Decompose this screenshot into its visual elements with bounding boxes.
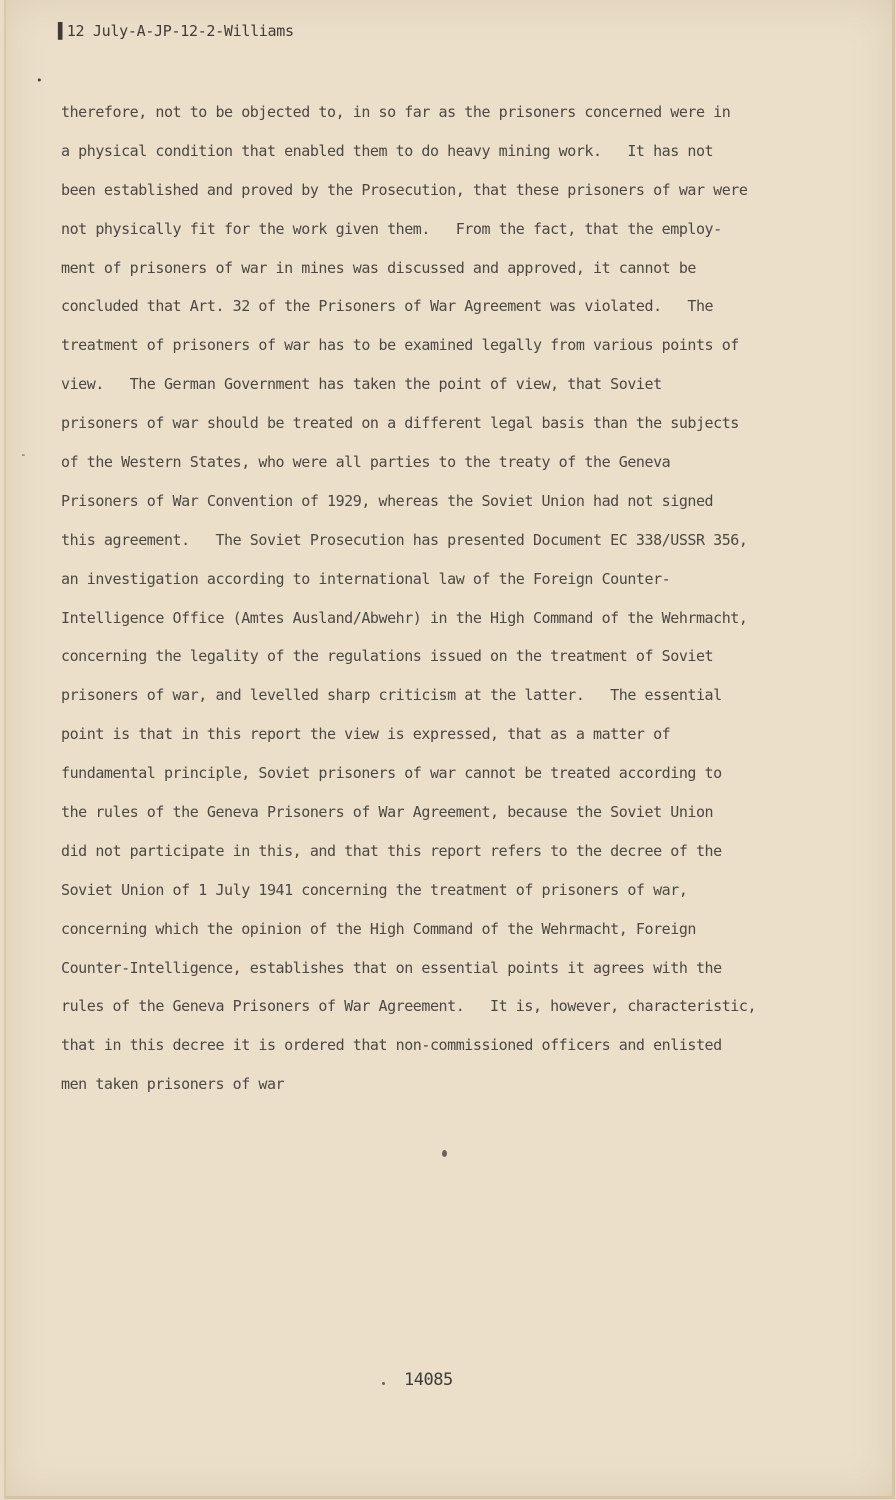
text-line: therefore, not to be objected to, in so far as the prisoners concerned were in [61, 103, 731, 121]
text-line: not physically fit for the work given them. From the fact, that the employ- [61, 219, 722, 238]
text-line: view. The German Government has taken the point of view, that Soviet [61, 375, 662, 394]
text-line: Prisoners of War Convention of 1929, whereas the Soviet Union had not signed [61, 491, 714, 510]
text-line: prisoners of war should be treated on a different legal basis than the subjects [61, 414, 739, 433]
text-line: an investigation according to international law of the Foreign Counter- [61, 569, 671, 588]
text-line: Counter-Intelligence, establishes that on essential points it agrees with the [61, 958, 722, 977]
paper-speck [442, 1150, 447, 1157]
text-line: men taken prisoners of war [61, 1075, 285, 1094]
text-line: concerning the legality of the regulations issued on the treatment of Soviet [61, 647, 714, 666]
text-line: Soviet Union of 1 July 1941 concerning the treatment of prisoners of war, [61, 880, 688, 899]
page-header: ▌12 July-A-JP-12-2-Williams [58, 22, 294, 40]
text-line: Intelligence Office (Amtes Ausland/Abwehr) in the High Command of the Wehrmacht, [61, 608, 748, 627]
text-line: did not participate in this, and that this report refers to the decree of the [61, 841, 722, 860]
margin-mark: • [36, 74, 43, 87]
text-line: of the Western States, who were all parties to the treaty of the Geneva [61, 453, 671, 472]
text-line: point is that in this report the view is expressed, that as a matter of [61, 725, 671, 744]
body-text [61, 97, 861, 1108]
margin-mark: - [20, 448, 27, 461]
document-page [4, 0, 895, 1499]
text-line: this agreement. The Soviet Prosecution has presented Document EC 338/USSR 356, [61, 530, 748, 549]
text-line: ment of prisoners of war in mines was discussed and approved, it cannot be [61, 258, 696, 277]
text-line: concerning which the opinion of the High Command of the Wehrmacht, Foreign [61, 919, 696, 938]
text-line: concluded that Art. 32 of the Prisoners of War Agreement was violated. The [61, 297, 714, 316]
text-line: a physical condition that enabled them to do heavy mining work. It has not [61, 141, 714, 160]
page-number: 14085 [404, 1370, 453, 1390]
text-line: the rules of the Geneva Prisoners of War Agreement, because the Soviet Union [61, 803, 714, 822]
text-line: treatment of prisoners of war has to be examined legally from various points of [61, 336, 739, 355]
text-line: that in this decree it is ordered that non-commissioned officers and enlisted [61, 1036, 722, 1055]
text-line: fundamental principle, Soviet prisoners of war cannot be treated according to [61, 764, 722, 783]
text-line: rules of the Geneva Prisoners of War Agreement. It is, however, characteristic, [61, 997, 757, 1016]
text-line: been established and proved by the Prosecution, that these prisoners of war were [61, 180, 748, 199]
text-line: prisoners of war, and levelled sharp criticism at the latter. The essential [61, 686, 722, 705]
paper-speck [382, 1382, 385, 1385]
